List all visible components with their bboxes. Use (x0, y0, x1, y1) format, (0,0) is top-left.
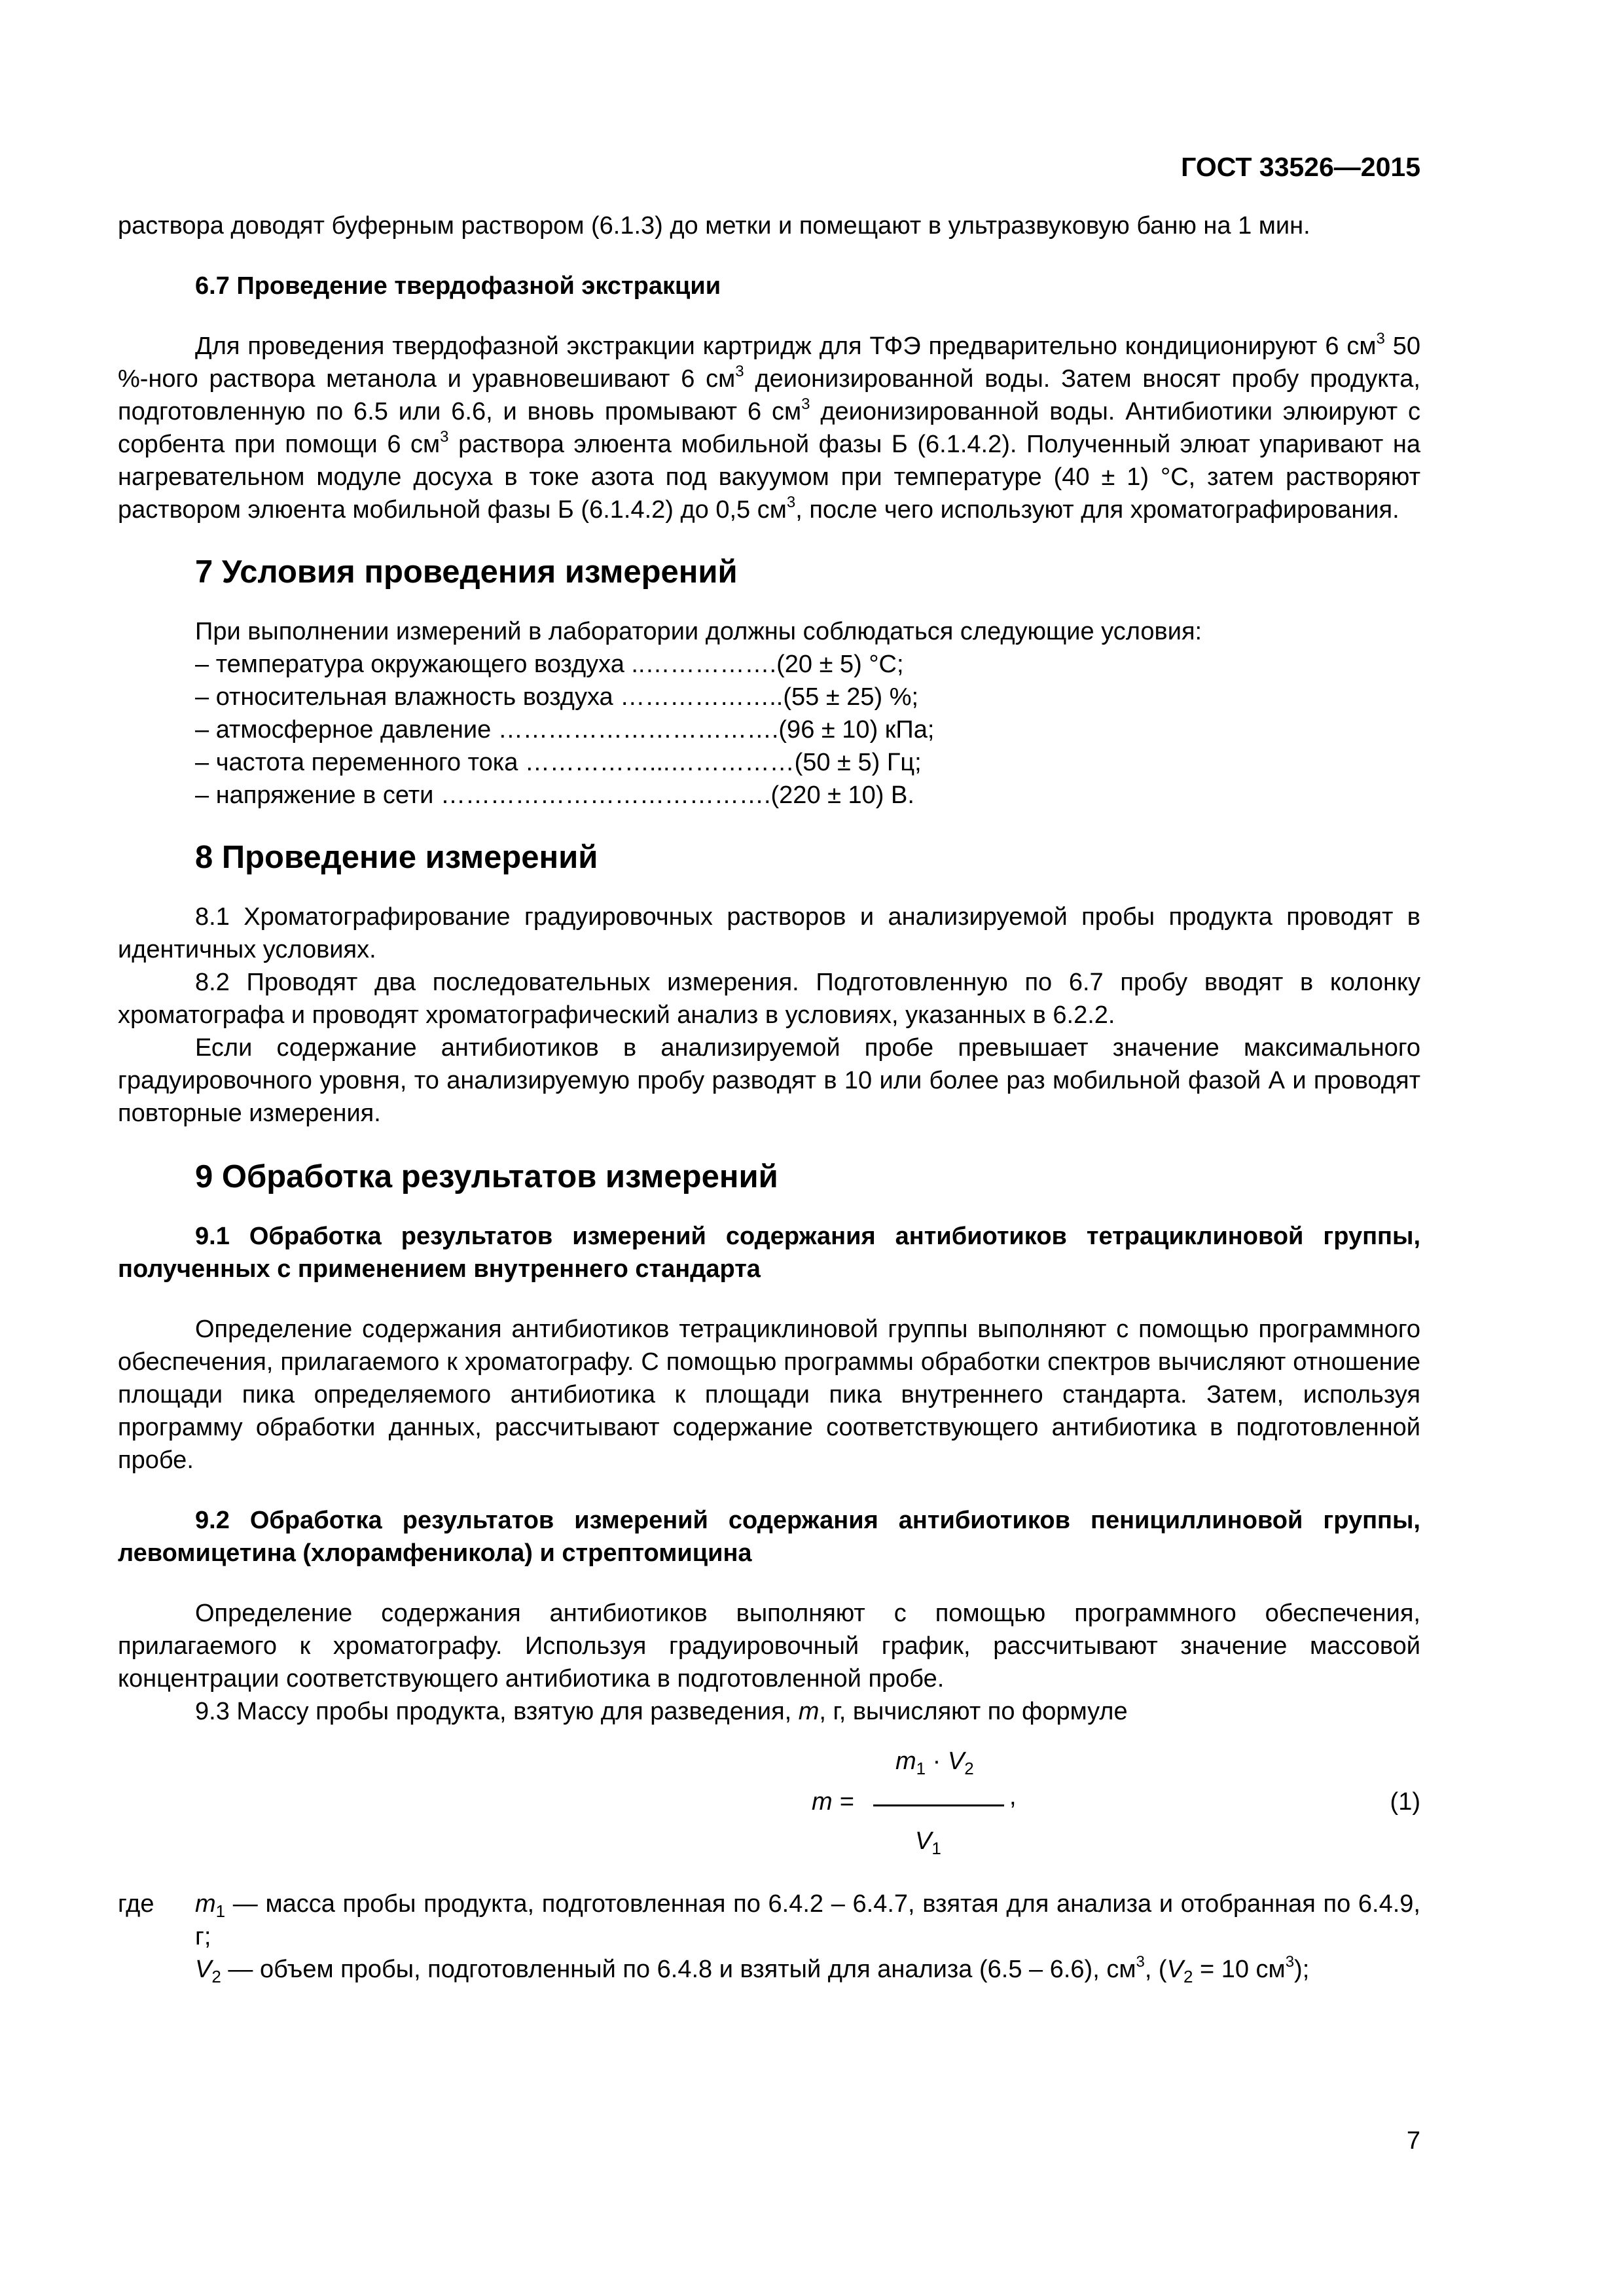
legend-v2: $V_2$ — объем пробы, подготовленный по 6.4.8 и взятый для анализа (6.5 – 6.6), $см^3$, ($V_2 = 10$ $см^3$); (195, 1953, 1310, 1986)
equation-number: (1) (1390, 1788, 1420, 1816)
section-6-7-text: Для проведения твердофазной экстракции картридж для ТФЭ предварительно кондиционируют 6 $см^3$ 50 %-ного раствора метанола и уравновешивают 6 $см^3$ деионизированной воды. Затем вносят пробу продукта, подготовленную по 6.5 или 6.6, и вновь промывают 6 $см^3$ деионизированной воды. Антибиотики элюируют с сорбента при помощи 6 $см^3$ раствора элюента мобильной фазы Б (6.1.4.2). Полученный элюат упаривают на нагревательном модуле досуха в токе азота под вакуумом при температуре (40 ± 1) °С, затем растворяют раствором элюента мобильной фазы Б (6.1.4.2) до 0,5 $см^3$, после чего используют для хроматографирования. (118, 330, 1420, 524)
condition-item: – частота переменного тока ……………...……………(50 ± 5) Гц; (195, 749, 922, 776)
formula-denominator: $V_1$ (915, 1827, 941, 1858)
continued-paragraph: раствора доводят буферным раствором (6.1.3) до метки и помещают в ультразвуковую баню на 1 мин. (118, 212, 1310, 240)
section-9-3-text: 9.3 Массу пробы продукта, взятую для разведения, m, г, вычисляют по формуле (195, 1698, 1128, 1725)
page-content (118, 209, 1420, 1986)
section-9-title: 9 Обработка результатов измерений (195, 1159, 778, 1194)
section-8-1-text: 8.1 Хроматографирование градуировочных растворов и анализируемой пробы продукта проводят в идентичных условиях. (118, 903, 1420, 963)
section-9-1-title: 9.1 Обработка результатов измерений содержания антибиотиков тетрациклиновой группы, полученных с применением внутреннего стандарта (118, 1223, 1420, 1283)
section-8-title: 8 Проведение измерений (195, 840, 598, 875)
conditions-intro: При выполнении измерений в лаборатории должны соблюдаться следующие условия: (195, 618, 1202, 645)
section-6-7-title: 6.7 Проведение твердофазной экстракции (195, 272, 721, 300)
condition-item: – температура окружающего воздуха ..…………….(20 ± 5) °С; (195, 651, 904, 678)
section-9-1-text: Определение содержания антибиотиков тетрациклиновой группы выполняют с помощью программного обеспечения, прилагаемого к хроматографу. С помощью программы обработки спектров вычисляют отношение площади пика определяемого антибиотика к площади пика внутреннего стандарта. Затем, используя программу обработки данных, рассчитывают содержание соответствующего антибиотика в подготовленной пробе. (118, 1316, 1420, 1474)
formula-lhs: m = (812, 1788, 854, 1816)
where-label: где (118, 1890, 154, 1918)
condition-item: – напряжение в сети ………………………………….(220 ± 10) В. (195, 781, 914, 809)
section-8-note: Если содержание антибиотиков в анализируемой пробе превышает значение максимального градуировочного уровня, то анализируемую пробу разводят в 10 или более раз мобильной фазой А и проводят повторные измерения. (118, 1034, 1420, 1127)
condition-item: – атмосферное давление …………………………….(96 ± 10) кПа; (195, 716, 935, 744)
standard-header: ГОСТ 33526—2015 (1181, 152, 1420, 182)
section-9-2-text: Определение содержания антибиотиков выполняют с помощью программного обеспечения, прилагаемого к хроматографу. Используя градуировочный график, рассчитывают значение массовой концентрации соответствующего антибиотика в подготовленной пробе. (118, 1600, 1420, 1693)
formula-fraction (753, 1728, 1047, 1878)
section-9-2-title: 9.2 Обработка результатов измерений содержания антибиотиков пенициллиновой группы, левомицетина (хлорамфеникола) и стрептомицина (118, 1507, 1420, 1567)
section-8-2-text: 8.2 Проводят два последовательных измерения. Подготовленную по 6.7 пробу вводят в колонку хроматографа и проводят хроматографический анализ в условиях, указанных в 6.2.2. (118, 969, 1420, 1029)
conditions-list (118, 615, 1420, 812)
section-7-title: 7 Условия проведения измерений (195, 554, 738, 590)
condition-item: – относительная влажность воздуха ………………..(55 ± 25) %; (195, 683, 919, 711)
formula-legend (118, 1888, 1420, 1986)
page-number: 7 (1406, 2127, 1420, 2155)
fraction-bar (873, 1804, 1004, 1806)
legend-m1: $m_1$ — масса пробы продукта, подготовленная по 6.4.2 – 6.4.7, взятая для анализа и отобранная по 6.4.9, г; (195, 1890, 1420, 1950)
formula-1 (118, 1728, 1420, 1878)
formula-numerator: $m_1 \cdot V_2$ (895, 1748, 974, 1778)
formula-comma: , (1009, 1783, 1017, 1810)
